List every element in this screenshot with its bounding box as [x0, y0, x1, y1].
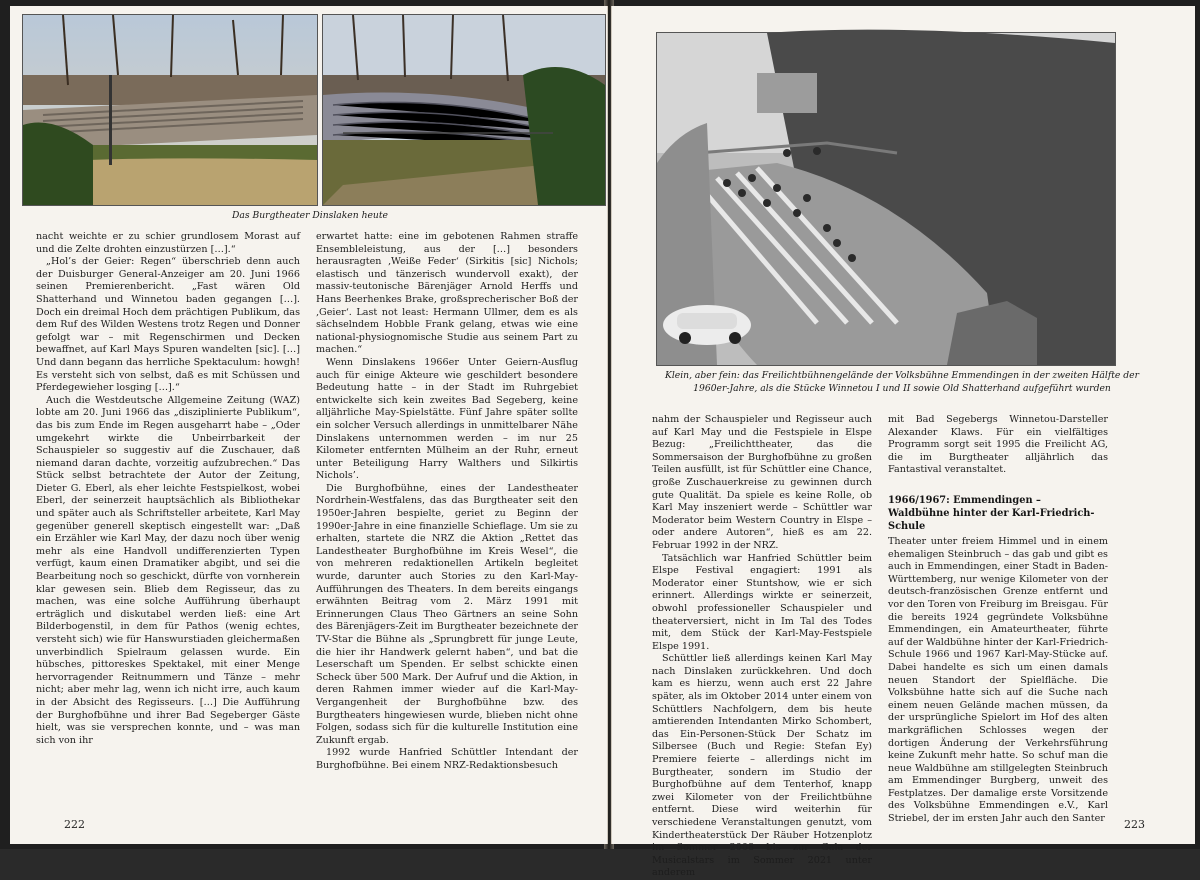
page-number: 223 — [1124, 818, 1145, 831]
heading-line: Waldbühne hinter der Karl-Friedrich-Schule — [888, 508, 1095, 532]
paragraph: „Hol’s der Geier: Regen“ überschrieb denn auch der Duisburger General-Anzeiger am 20. Juni 1966 seinen Premierenbericht. „Fast wären Old Shatterhand und Winnetou baden gegangen […]. Doch ein dreimal Hoch dem prächtigen Publikum, das dem Ruf des Wilden Westens trotz Regen und Donner gefolgt war – mit Regenschirmen und Decken bewaffnet, auf Karl Mays Spuren wandelten [sic]. […] Und dann begann das herrliche Spektaculum: howgh! Es versteht sich von selbst, daß es mit Schüssen und Pferdegewieher losging […].“ — [36, 256, 301, 394]
paragraph: Theater unter freiem Himmel und in einem ehemaligen Steinbruch – das gab und gibt es auch in Emmendingen, einer Stadt in Baden-Württemberg, nur wenige Kilometer von der deutsch-französischen Grenze entfernt und vor den Toren von Freiburg im Breisgau. Für die bereits 1924 gegründete Volksbühne Emmendingen, ein Amateurtheater, führte auf der Waldbühne hinter der Karl-Friedrich-Schule 1966 und 1967 Karl-May-Stücke auf. Dabei handelte es sich um einen damals neuen Standort der Spielfläche. Die Volksbühne hatte sich auf die Suche nach einem neuen Gelände machen müssen, da der ursprüngliche Spielort im Hof des alten markgräflichen Schlosses wegen der dortigen Änderung der Verkehrsführung keine Zukunft mehr hatte. So schuf man die neue Waldbühne am stillgelegten Steinbruch am Emmendinger Burgberg, unweit des Festplatzes. Der damalige erste Vorsitzende des Volksbühne Emmendingen e.V., Karl Striebel, der im ersten Jahr auch den Santer — [888, 536, 1108, 825]
text-column-1 — [652, 414, 872, 880]
text-column-2-body — [888, 536, 1108, 826]
paragraph: Wenn Dinslakens 1966er Unter Geiern-Ausflug auch für einige Akteure wie geschildert besondere Bedeutung hatte – in der Stadt im Ruhrgebiet entwickelte sich kein zweites Bad Segeberg, keine alljährliche May-Spielstätte. Fünf Jahre später sollte ein solcher Versuch allerdings in unmittelbarer Nähe Dinslakens unternommen werden – im nur 25 Kilometer entfernten Mülheim an der Ruhr, erneut unter Beteiligung Harry Walthers und Silkirtis Nichols’. — [316, 356, 578, 482]
text-column-2 — [316, 231, 578, 773]
page-number: 222 — [64, 818, 85, 831]
photo-caption — [632, 370, 1172, 395]
photo-burgtheater-right — [322, 14, 606, 206]
text-column-1 — [36, 231, 300, 747]
paragraph: Schüttler ließ allerdings keinen Karl May nach Dinslaken zurückkehren. Und doch kam es hierzu, wenn auch erst 22 Jahre später, als im Oktober 2014 unter einem von Schüttlers Nachfolgern, dem bis heute amtierenden Intendanten Mirko Schombert, das Ein-Personen-Stück Der Schatz im Silbersee (Buch und Regie: Stefan Ey) Premiere feierte – allerdings nicht im Burgtheater, sondern im Studio der Burghofbühne auf dem Tenterhof, knapp zwei Kilometer von der Freilichtbühne entfernt. Diese wird weiterhin für verschiedene Veranstaltungen genutzt, vom Kindertheaterstück Der Räuber Hotzenplotz im Sommer 2008 bis zur Gala der Musicalstars im Sommer 2021 unter anderem — [652, 653, 872, 879]
right-page — [611, 6, 1195, 879]
text-column-2-intro — [888, 414, 1108, 477]
paragraph: erwartet hatte: eine im gebotenen Rahmen straffe Ensembleleistung, aus der […] besonders herausragten ‚Weiße Feder‘ (Sirkitis [sic] Nichols; elastisch und tänzerisch wundervoll exakt), der massiv-teutonische Bärenjäger Arnold Herffs und Hans Beerhenkes Brake, großsprecherischer Boß der ‚Geier‘. Last not least: Hermann Ullmer, dem es als sächselndem Hobble Frank gelang, etwas wie eine national-physiognomische Studie aus seinem Part zu machen.“ — [316, 231, 578, 356]
heading-line: 1966/1967: Emmendingen – — [888, 495, 1041, 506]
paragraph: Tatsächlich war Hanfried Schüttler beim Elspe Festival engagiert: 1991 als Moderator einer Stuntshow, wie er sich erinnert. Allerdings wirkte er seinerzeit, obwohl professioneller Schauspieler und theaterversiert, nicht in Im Tal des Todes mit, dem Stück der Karl-May-Festspiele Elspe 1991. — [652, 552, 872, 652]
paragraph: 1992 wurde Hanfried Schüttler Intendant der Burghofbühne. Bei einem NRZ-Redaktionsbesuch — [316, 747, 578, 771]
paragraph: Die Burghofbühne, eines der Landestheater Nordrhein-Westfalens, das das Burgtheater seit den 1950er-Jahren bespielte, geriet zu Beginn der 1990er-Jahre in eine finanzielle Schieflage. Um sie zu erhalten, startete die NRZ die Aktion „Rettet das Landestheater Burghofbühne im Kreis Wesel“, die von mehreren redaktionellen Artikeln begleitet wurde, darunter auch Stories zu den Karl-May-Aufführungen des Theaters. In dem bereits eingangs erwähnten Beitrag vom 2. März 1991 mit Erinnerungen Claus Theo Gärtners an seine Sohn des Bärenjägers-Zeit im Burgtheater bezeichnete der TV-Star die Bühne als „Sprungbrett für junge Leute, die hier ihr Handwerk gelernt haben“, und bat die Leserschaft um Spenden. Er selbst schickte einen Scheck über 500 Mark. Der Aufruf und die Aktion, in deren Rahmen immer wieder auf die Karl-May-Vergangenheit der Burghofbühne bzw. des Burgtheaters hingewiesen wurde, blieben nicht ohne Folgen, sodass sich für die kulturelle Institution eine Zukunft ergab. — [316, 482, 578, 746]
photo-caption: Das Burgtheater Dinslaken heute — [232, 210, 388, 221]
caption-line: 1960er-Jahre, als die Stücke Winnetou I und II sowie Old Shatterhand aufgeführt wurden — [693, 382, 1111, 394]
photo-burgtheater-left — [22, 14, 318, 206]
paragraph: mit Bad Segebergs Winnetou-Darsteller Alexander Klaws. Für ein vielfältiges Programm sorgt seit 1995 die Freilicht AG, die im Burgtheater alljährlich das Fantastival veranstaltet. — [888, 414, 1108, 476]
section-heading — [888, 494, 1118, 533]
caption-line: Klein, aber fein: das Freilichtbühnengelände der Volksbühne Emmendingen in der zweiten Hälfte der — [665, 370, 1139, 381]
photo-emmendingen-waldbuehne — [656, 32, 1116, 366]
left-page — [10, 6, 608, 844]
paragraph: Auch die Westdeutsche Allgemeine Zeitung (WAZ) lobte am 20. Juni 1966 das „disziplinierte Publikum“, das bis zum Ende im Regen ausgeharrt habe – „Oder umgekehrt wirkte die Unbeirrbarkeit der Schauspieler so suggestiv auf die Zuschauer, daß niemand daran dachte, vorzeitig aufzubrechen.“ Das Stück selbst betrachtete der Autor der Zeitung, Dieter G. Eberl, als eher leichte Festspielkost, wobei Eberl, der seinerzeit hauptsächlich als Bibliothekar und später auch als Schriftsteller arbeitete, Karl May gegenüber generell skeptisch eingestellt war: „Daß ein Erzähler wie Karl May, der dazu noch über wenig mehr als eine Handvoll undifferenzierten Typen verfügt, kaum einen Dramatiker abgibt, und sei die Bearbeitung noch so geschickt, dürfte von vornherein klar gewesen sein. Blieb dem Regisseur, das zu machen, was eine solche Aufführung überhaupt erträglich und diskutabel werden ließ: eine Art Bilderbogenstil, in dem für Pathos (wenig echtes, versteht sich) wie für Hanswurstiaden gleichermaßen unverbindlich Spielraum gelassen wurde. Ein hübsches, pittoreskes Spektakel, mit einer Menge hervorragender Reitnummern und Tänze – mehr nicht; aber mehr lag, wenn ich nicht irre, auch kaum in der Absicht des Regisseurs. […] Die Aufführung der Burghofbühne und ihrer Bad Segeberger Gäste hielt, was sie versprechen konnte, und – was man sich von ihr — [36, 394, 300, 746]
paragraph: nahm der Schauspieler und Regisseur auch auf Karl May und die Festspiele in Elspe Bezug: „Freilichttheater, das die Sommersaison der Burghofbühne zu großen Teilen ausfüllt, ist für Schüttler eine Chance, große Zuschauerkreise zu gewinnen durch gute Qualität. Da spiele es keine Rolle, ob Karl May inszeniert werde – Schüttler war Moderator beim Western Country in Elspe – oder andere Autoren“, hieß es am 22. Februar 1992 in der NRZ. — [652, 414, 872, 551]
paragraph: nacht weichte er zu schier grundlosem Morast auf und die Zelte drohten einzustürzen […].“ — [36, 231, 300, 255]
